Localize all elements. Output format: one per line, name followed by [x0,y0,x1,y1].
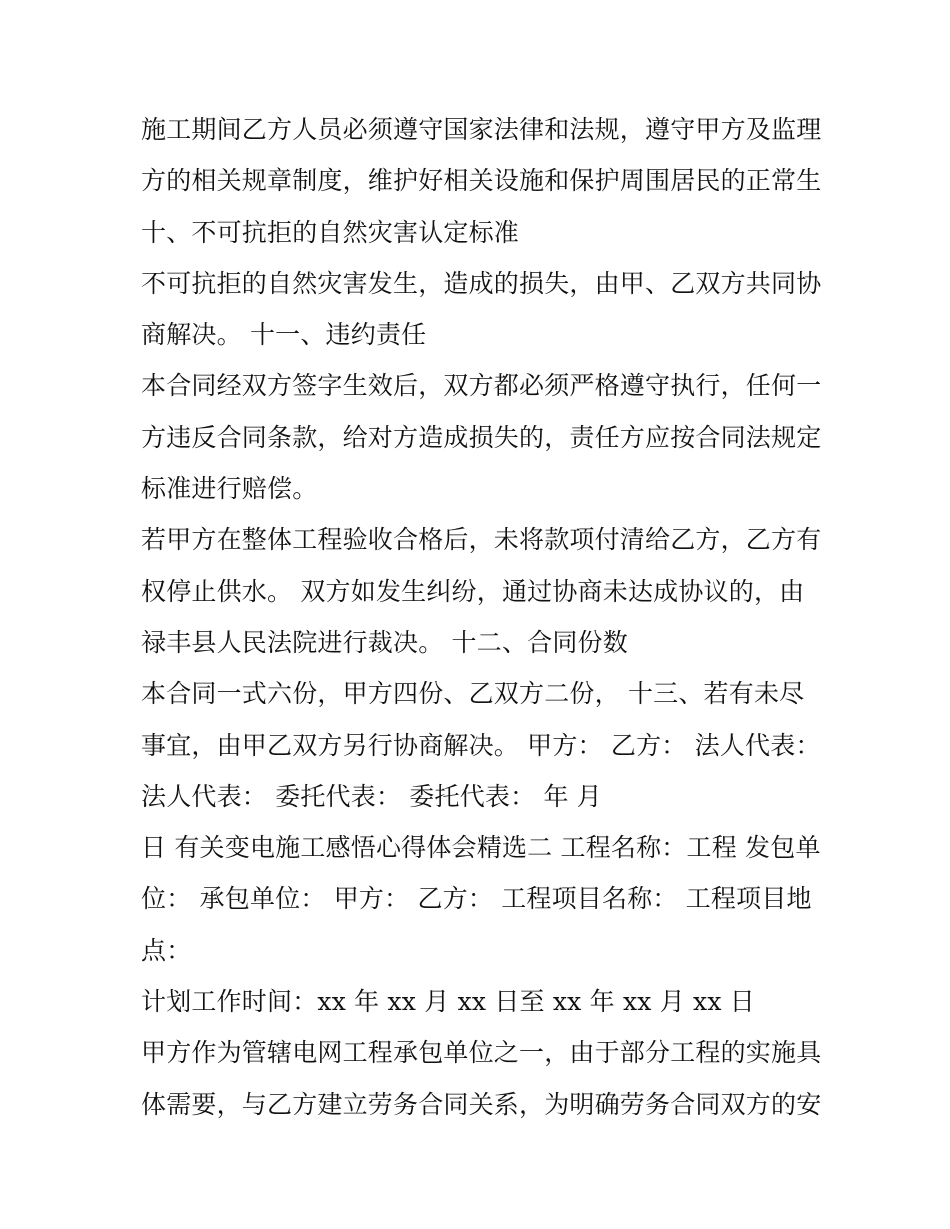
text-line: 点： [141,935,192,965]
text-line: 甲方作为管辖电网工程承包单位之一，由于部分工程的实施具 [141,1038,822,1068]
document-body [141,104,821,1130]
section-heading: 十、不可抗拒的自然灾害认定标准 [141,217,520,247]
text-line: 方的相关规章制度，维护好相关设施和保护周围居民的正常生 [141,166,822,196]
text-line: 施工期间乙方人员必须遵守国家法律和法规，遵守甲方及监理 [141,115,822,144]
text-line: 权停止供水。 双方如发生纠纷，通过协商未达成协议的，由 [141,576,805,606]
text-line: 体需要，与乙方建立劳务合同关系，为明确劳务合同双方的安 [141,1089,822,1119]
text-line: 若甲方在整体工程验收合格后，未将款项付清给乙方，乙方有 [141,525,822,555]
text-line: 法人代表： 委托代表： 委托代表： 年 月 [141,781,602,811]
text-line: 标准进行赔偿。 [141,474,318,504]
text-line: 位： 承包单位： 甲方： 乙方： 工程项目名称： 工程项目地 [141,884,812,914]
text-line: 本合同经双方签字生效后，双方都必须严格遵守执行，任何一 [141,371,822,401]
text-line: 方违反合同条款，给对方造成损失的，责任方应按合同法规定 [141,422,822,452]
text-line: 本合同一式六份，甲方四份、乙双方二份， 十三、若有未尽 [141,679,805,709]
text-line: 不可抗拒的自然灾害发生，造成的损失，由甲、乙双方共同协 [141,268,822,298]
text-line: 日 有关变电施工感悟心得体会精选二 工程名称：工程 发包单 [141,833,821,863]
text-line: 计划工作时间：xx 年 xx 月 xx 日至 xx 年 xx 月 xx 日 [141,987,756,1017]
text-line: 事宜，由甲乙双方另行协商解决。 甲方： 乙方： 法人代表： [141,730,821,760]
text-line: 商解决。 十一、违约责任 [141,320,427,350]
text-line: 禄丰县人民法院进行裁决。 十二、合同份数 [141,627,628,657]
